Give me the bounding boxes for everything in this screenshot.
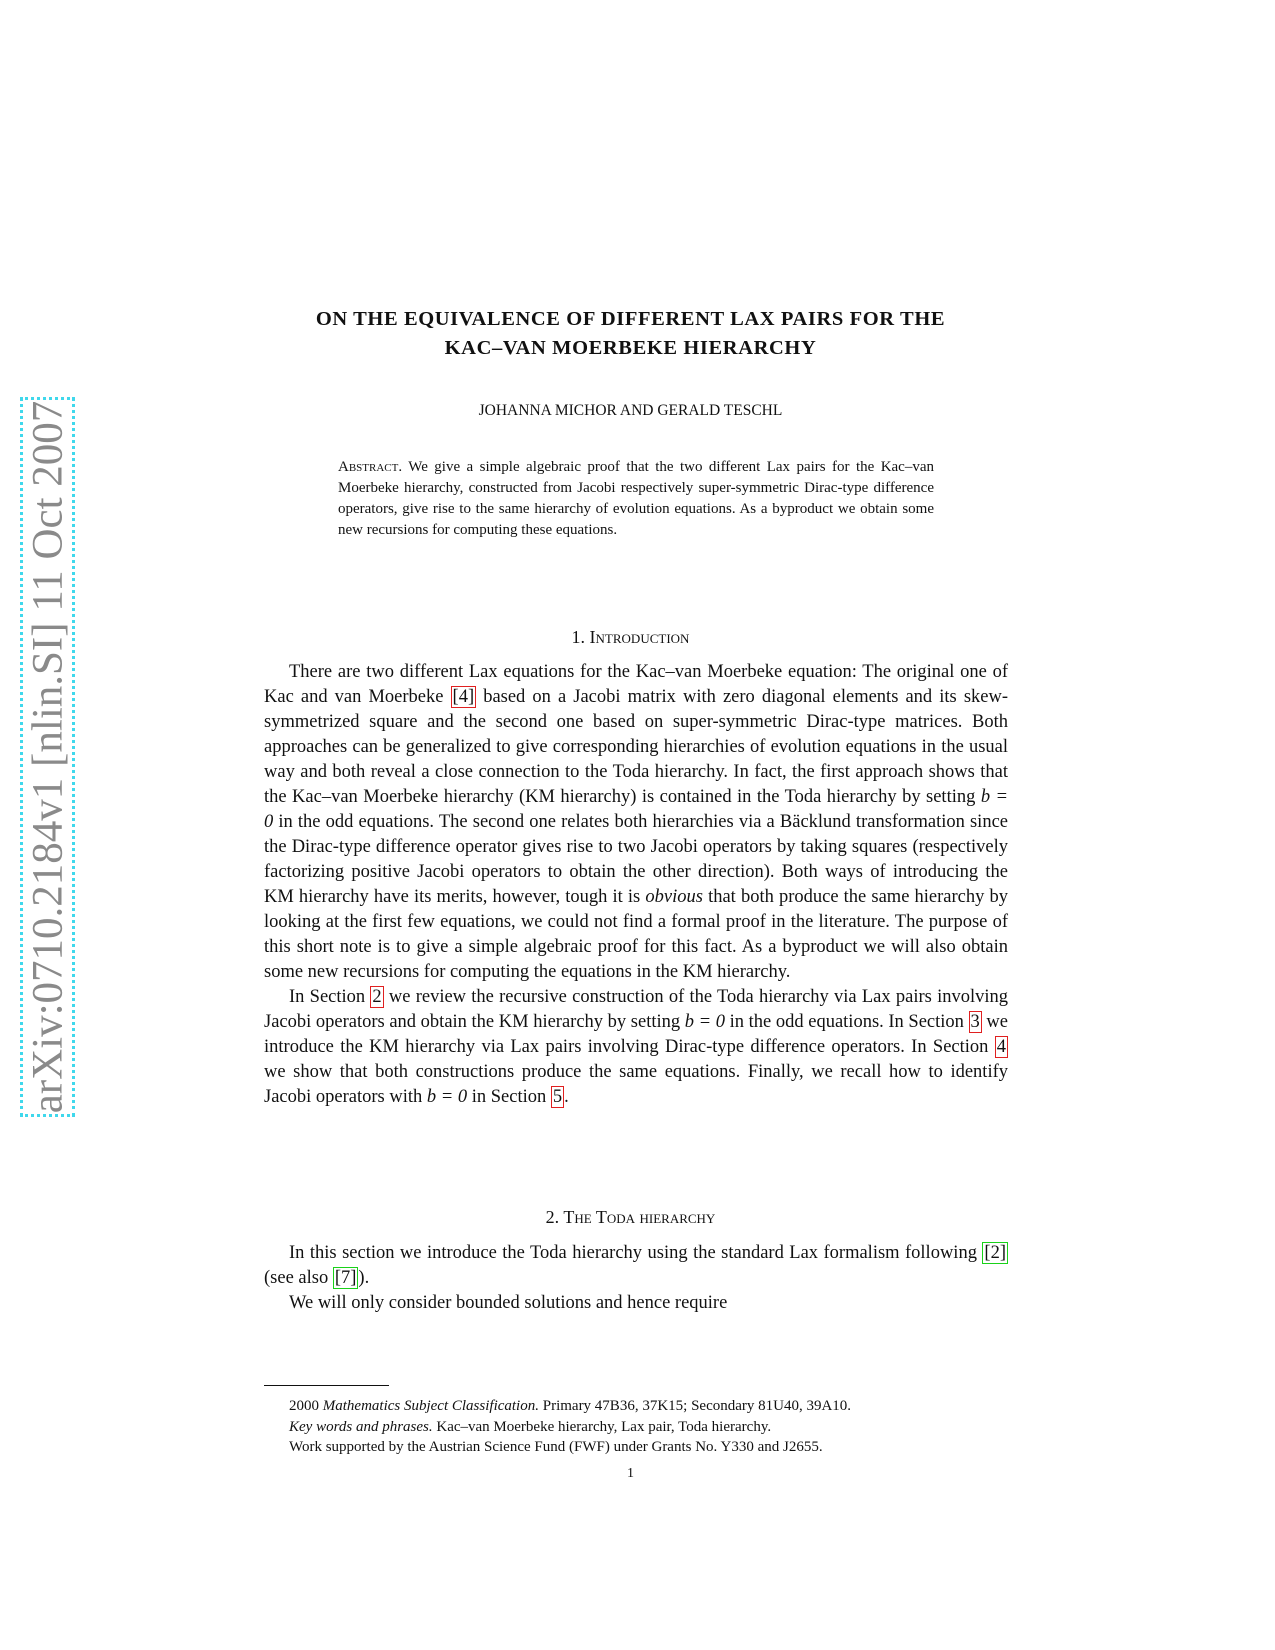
abstract xyxy=(338,457,934,541)
section-link-4[interactable]: 4 xyxy=(996,1037,1006,1057)
section-link-3[interactable]: 3 xyxy=(970,1012,980,1032)
section-link-2[interactable]: 2 xyxy=(372,987,382,1007)
footnote-msc: 2000 Mathematics Subject Classification. Primary 47B36, 37K15; Secondary 81U40, 39A10. xyxy=(289,1398,852,1414)
abstract-text: We give a simple algebraic proof that the two different Lax pairs for the Kac–van Moerbeke hierarchy, constructed from Jacobi respectively super-symmetric Dirac-type difference operators, give rise to the same hierarchy of evolution equations. As a byproduct we obtain some new recursions for computing these equations. xyxy=(338,459,934,538)
arxiv-identifier-stamp[interactable] xyxy=(20,397,75,1117)
section-2-heading: 2. The Toda hierarchy xyxy=(545,1207,716,1227)
section-1-body xyxy=(264,660,1008,1110)
section-1-heading: 1. Introduction xyxy=(571,627,690,647)
citation-link-7[interactable]: [7] xyxy=(334,1268,357,1288)
authors: JOHANNA MICHOR AND GERALD TESCHL xyxy=(478,402,783,419)
emphasis-obvious: obvious xyxy=(645,887,703,907)
footnote-divider xyxy=(264,1385,389,1386)
paper-title xyxy=(253,305,1008,363)
intro-paragraph-2: In Section 2 we review the recursive construction of the Toda hierarchy via Lax pairs involving Jacobi operators and obtain the KM hierarchy by setting b = 0 in the odd equations. In Section 3 we introduce the KM hierarchy via Lax pairs involving Dirac-type difference operators. In Section 4 we show that both constructions produce the same equations. Finally, we recall how to identify Jacobi operators with b = 0 in Section 5 . xyxy=(264,987,1008,1107)
math-b-equals-0: b = 0 xyxy=(264,787,1008,832)
footnote-support: Work supported by the Austrian Science Fund (FWF) under Grants No. Y330 and J2655. xyxy=(289,1439,823,1455)
intro-paragraph-1: There are two different Lax equations for the Kac–van Moerbeke equation: The original one of Kac and van Moerbeke [4] based on a Jacobi matrix with zero diagonal elements and its skew-symmetrized square and the second one based on super-symmetric Dirac-type matrices. Both approaches can be generalized to give corresponding hierarchies of evolution equations in the usual way and both reveal a close connection to the Toda hierarchy. In fact, the first approach shows that the Kac–van Moerbeke hierarchy (KM hierarchy) is contained in the Toda hierarchy by setting b = 0 in the odd equations. The second one relates both hierarchies via a Bäcklund transformation since the Dirac-type difference operator gives rise to two Jacobi operators by taking squares (respectively factorizing positive Jacobi operators to obtain the other direction). Both ways of introducing the KM hierarchy have its merits, however, tough it is obvious that both produce the same hierarchy by looking at the first few equations, we could not find a formal proof in the literature. The purpose of this short note is to give a simple algebraic proof for this fact. As a byproduct we will also obtain some new recursions for computing the equations in the KM hierarchy. xyxy=(264,662,1009,982)
citation-link-4[interactable]: [4] xyxy=(452,687,475,707)
page-number: 1 xyxy=(627,1466,634,1481)
abstract-label: Abstract. xyxy=(338,459,403,475)
toda-paragraph-2: We will only consider bounded solutions and hence require xyxy=(289,1293,728,1313)
math-b-equals-0: b = 0 xyxy=(684,1012,725,1032)
title-line-2: KAC–VAN MOERBEKE HIERARCHY xyxy=(444,337,817,359)
arxiv-identifier-text: arXiv:0710.2184v1 [nlin.SI] 11 Oct 2007 xyxy=(24,400,71,1114)
section-link-5[interactable]: 5 xyxy=(552,1087,563,1107)
title-line-1: ON THE EQUIVALENCE OF DIFFERENT LAX PAIRS FOR THE xyxy=(315,308,946,330)
math-b-equals-0: b = 0 xyxy=(426,1087,468,1107)
footnotes xyxy=(264,1396,1008,1458)
section-2-body xyxy=(264,1241,1008,1316)
citation-link-2[interactable]: [2] xyxy=(984,1243,1006,1263)
toda-paragraph-1: In this section we introduce the Toda hierarchy using the standard Lax formalism following [2] (see also [7] ). xyxy=(264,1243,1006,1288)
footnote-keywords: Key words and phrases. Kac–van Moerbeke hierarchy, Lax pair, Toda hierarchy. xyxy=(289,1418,772,1435)
